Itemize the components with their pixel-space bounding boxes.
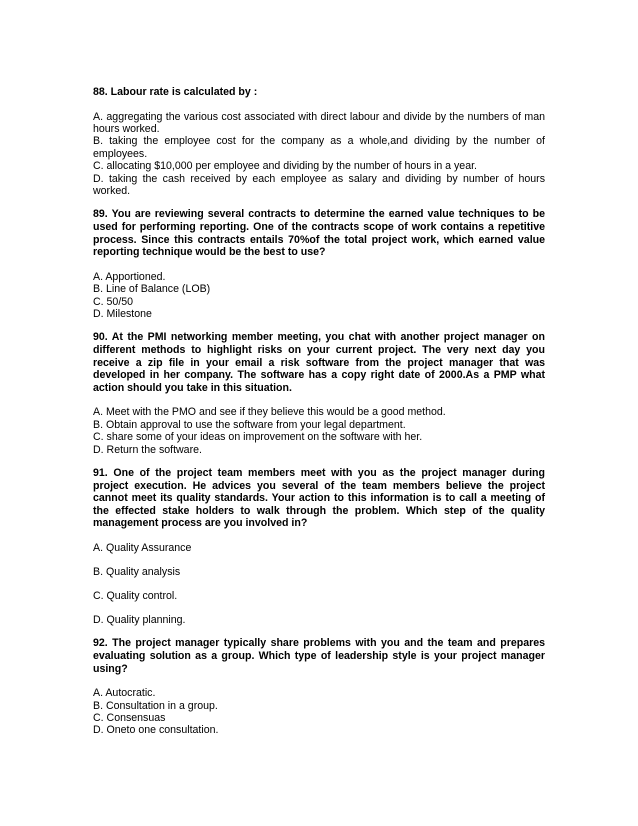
question-91-title: 91. One of the project team members meet with you as the project manager during project execution. He advices you several of the team members believe the project cannot meet its quality standards. Your action to this information is to call a meeting of the effected stake holders to walk through the problem. Which step of the quality management process are you involved in? — [93, 467, 545, 530]
question-88-option-d: D. taking the cash received by each employee as salary and dividing by number of hours worked. — [93, 172, 545, 198]
question-92-option-c: C. Consensuas — [93, 712, 166, 724]
question-91-option-b: B. Quality analysis — [93, 566, 181, 578]
question-89-option-c: C. 50/50 — [93, 295, 134, 308]
question-89-option-a: A. Apportioned. — [93, 270, 166, 283]
question-90-option-d: D. Return the software. — [93, 443, 202, 456]
question-92-option-a: A. Autocratic. — [93, 687, 156, 700]
question-91-option-d: D. Quality planning. — [93, 614, 186, 626]
question-88-option-a: A. aggregating the various cost associated with direct labour and divide by the numbers of man hours worked. — [93, 110, 545, 135]
question-90-option-a: A. Meet with the PMO and see if they believe this would be a good method. — [93, 406, 446, 419]
question-89-option-d: D. Milestone — [93, 308, 152, 321]
question-89-option-b: B. Line of Balance (LOB) — [93, 283, 211, 296]
question-91-option-a: A. Quality Assurance — [93, 542, 192, 554]
question-91-option-c: C. Quality control. — [93, 590, 178, 602]
question-92-option-b: B. Consultation in a group. — [93, 699, 218, 712]
question-92-option-d: D. Oneto one consultation. — [93, 724, 219, 737]
question-92-title: 92. The project manager typically share problems with you and the team and prepares evaluating solution as a group. Which type of leadership style is your project manager using? — [93, 637, 545, 675]
question-90-title: 90. At the PMI networking member meeting, you chat with another project manager on different methods to highlight risks on your current project. The very next day you receive a zip file in your email a risk software from the project manager that was developed in her company. The software has a copy right date of 2000.As a PMP what action should you take in this situation. — [93, 331, 545, 394]
question-90-option-c: C. share some of your ideas on improvement on the software with her. — [93, 431, 423, 444]
document-page — [93, 86, 545, 737]
question-90-option-b: B. Obtain approval to use the software from your legal department. — [93, 418, 406, 431]
question-88-title: 88. Labour rate is calculated by : — [93, 86, 258, 98]
question-88-option-b: B. taking the employee cost for the company as a whole,and dividing by the number of employees. — [93, 135, 545, 160]
question-88-option-c: C. allocating $10,000 per employee and dividing by the number of hours in a year. — [93, 160, 477, 173]
question-89-title: 89. You are reviewing several contracts to determine the earned value techniques to be used for performing reporting. One of the contracts scope of work contains a repetitive process. Since this contracts entails 70%of the total project work, which earned value reporting technique would be the best to use? — [93, 208, 545, 259]
